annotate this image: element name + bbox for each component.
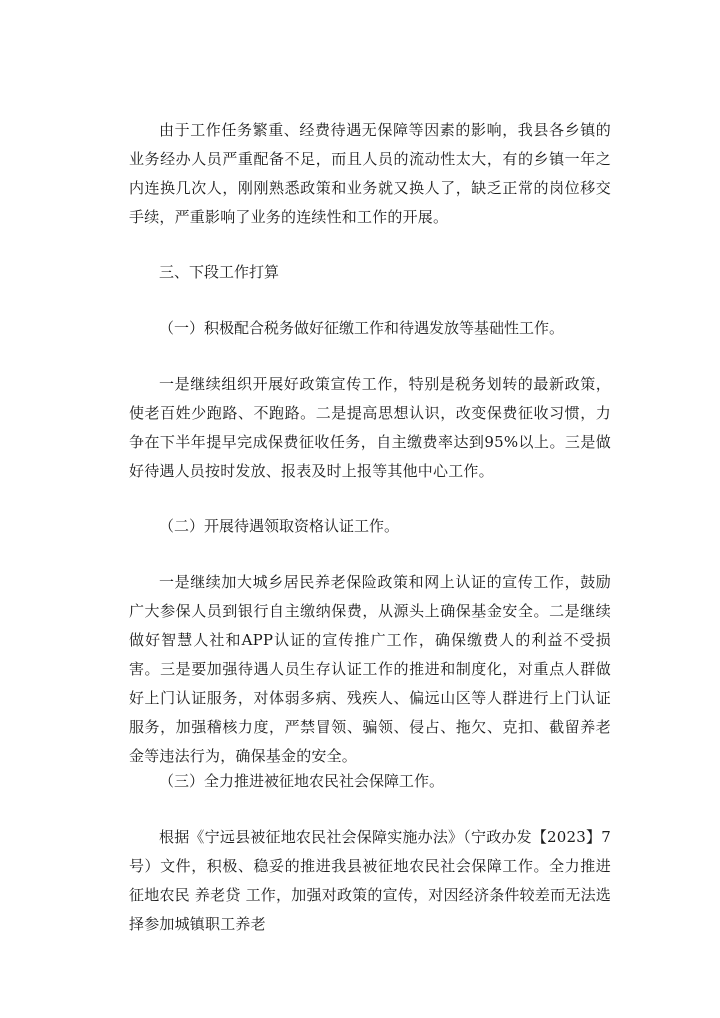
paragraph-staffing-problem: 由于工作任务繁重、经费待遇无保障等因素的影响，我县各乡镇的业务经办人员严重配备不足，而且人员的流动性太大，有的乡镇一年之内连换几次人，刚刚熟悉政策和业务就又换人了，缺乏正常的岗位移交手续，严重影响了业务的连续性和工作的开展。: [129, 121, 611, 226]
subheading-qualification-certification: （二）开展待遇领取资格认证工作。: [159, 517, 400, 535]
paragraph-land-acquisition-farmers: 根据《宁远县被征地农民社会保障实施办法》（宁政办发【2023】7号）文件，积极、稳妥的推进我县被征地农民社会保障工作。全力推进征地农民 养老贷 工作，加强对政策的宣传，对因经济条件较差而无法选择参加城镇职工养老: [129, 828, 611, 933]
paragraph-tax-cooperation: 一是继续组织开展好政策宣传工作，特别是税务划转的最新政策，使老百姓少跑路、不跑路。二是提高思想认识，改变保费征收习惯，力争在下半年提早完成保费征收任务，自主缴费率达到95%以上。三是做好待遇人员按时发放、报表及时上报等其他中心工作。: [129, 375, 611, 480]
section-heading-next-plan: 三、下段工作打算: [159, 263, 280, 281]
subheading-tax-cooperation: （一）积极配合税务做好征缴工作和待遇发放等基础性工作。: [159, 319, 565, 337]
paragraph-qualification-certification: 一是继续加大城乡居民养老保险政策和网上认证的宣传工作，鼓励广大参保人员到银行自主缴纳保费，从源头上确保基金安全。二是继续做好智慧人社和APP认证的宣传推广工作，确保缴费人的利益不受损害。三是要加强待遇人员生存认证工作的推进和制度化，对重点人群做好上门认证服务，对体弱多病、残疾人、偏远山区等人群进行上门认证服务，加强稽核力度，严禁冒领、骗领、侵占、拖欠、克扣、截留养老金等违法行为，确保基金的安全。: [129, 573, 611, 765]
subheading-land-acquisition-farmers: （三）全力推进被征地农民社会保障工作。: [159, 772, 445, 790]
